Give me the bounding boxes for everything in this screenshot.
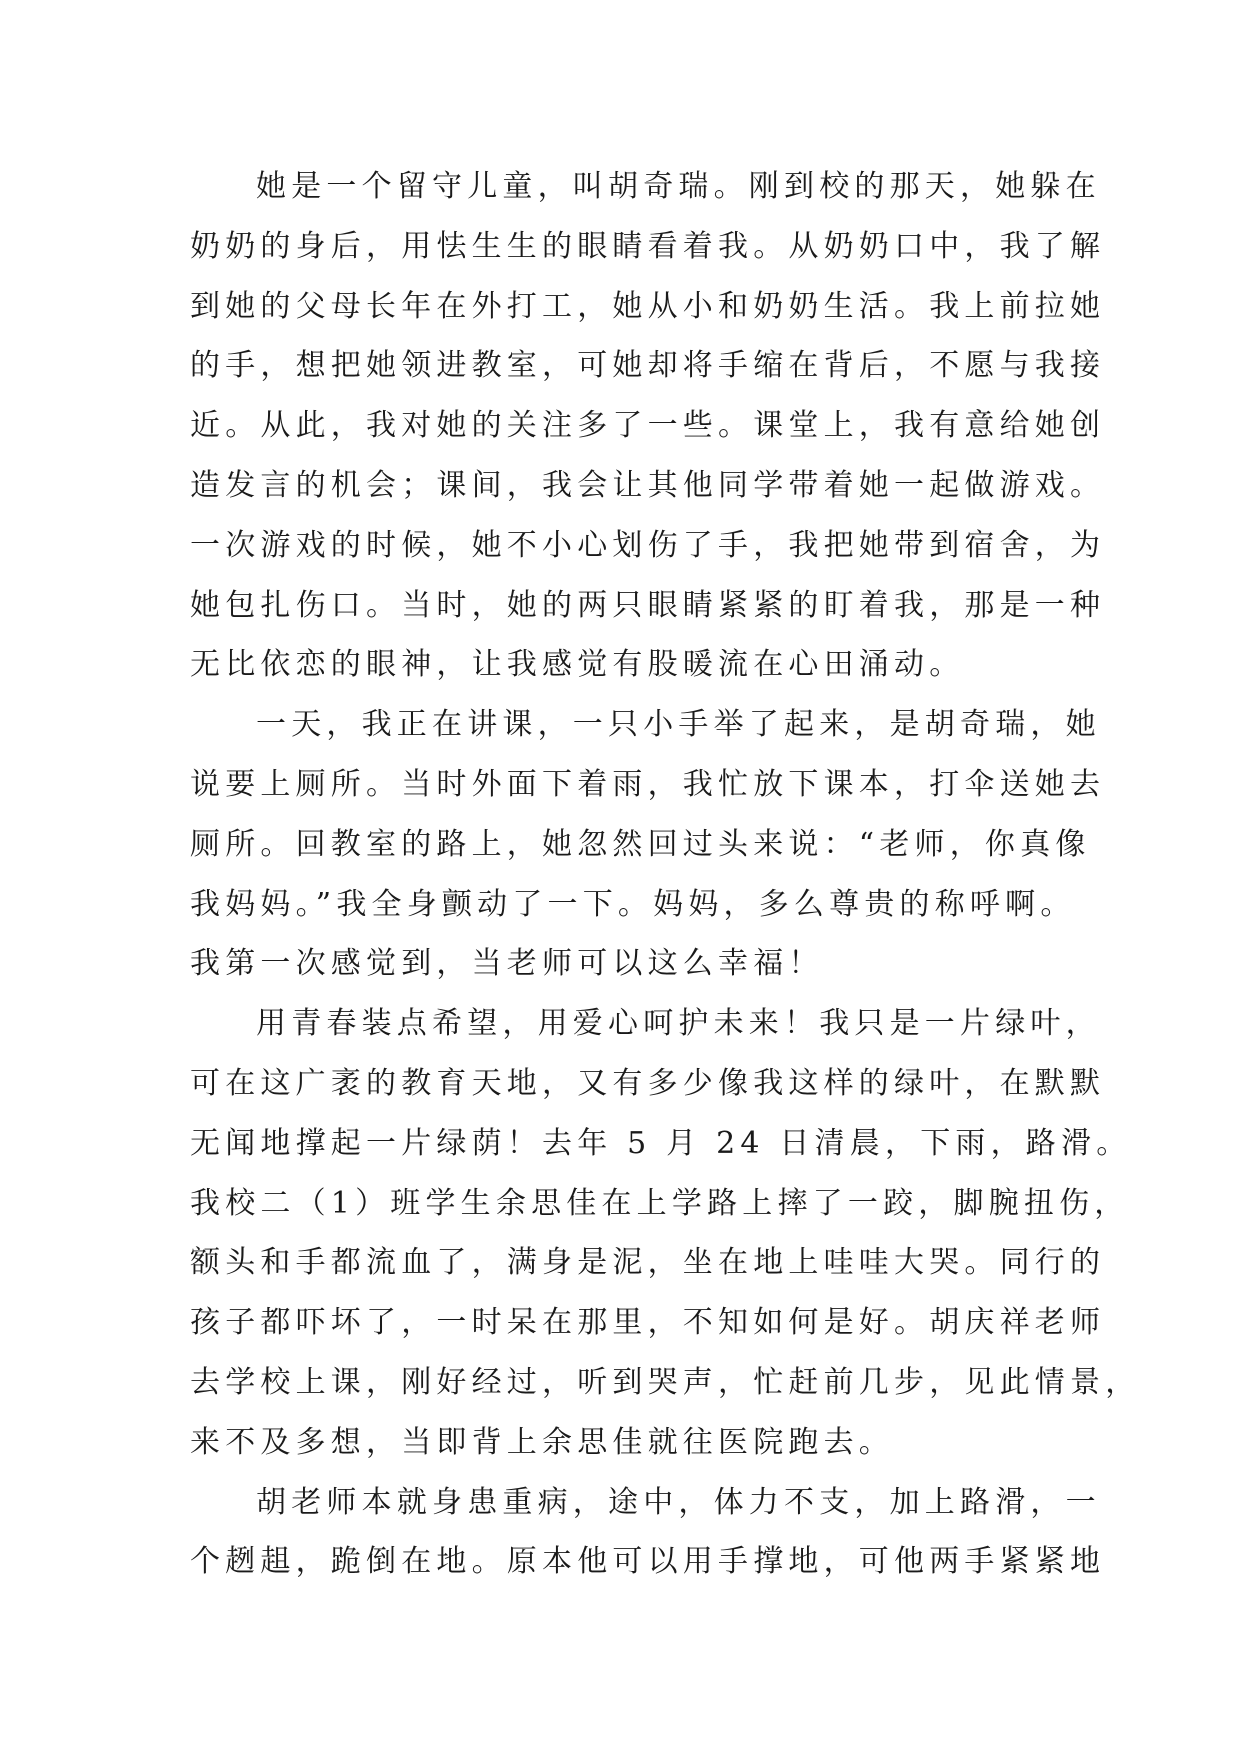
text-line: 说要上厕所。当时外面下着雨，我忙放下课本，打伞送她去	[190, 766, 1106, 802]
body-text	[190, 157, 1141, 1592]
text-line: 到她的父母长年在外打工，她从小和奶奶生活。我上前拉她	[190, 288, 1106, 324]
text-line: 可在这广袤的教育天地，又有多少像我这样的绿叶，在默默	[190, 1065, 1106, 1101]
text-line: 个趔趄，跪倒在地。原本他可以用手撑地，可他两手紧紧地	[190, 1544, 1106, 1580]
paragraph-first-line: 她是一个留守儿童，叫胡奇瑞。刚到校的那天，她躲在	[256, 169, 1101, 204]
text-line: 来不及多想，当即背上余思佳就往医院跑去。	[190, 1424, 894, 1460]
text-line: 的手，想把她领进教室，可她却将手缩在背后，不愿与我接	[190, 348, 1106, 384]
paragraph-first-line: 一天，我正在讲课，一只小手举了起来，是胡奇瑞，她	[256, 707, 1101, 743]
text-line: 无闻地撑起一片绿荫！去年 5 月 24 日清晨，下雨，路滑。	[190, 1125, 1132, 1161]
text-line: 厕所。回教室的路上，她忽然回过头来说：“老师，你真像	[190, 826, 1091, 862]
text-line: 额头和手都流血了，满身是泥，坐在地上哇哇大哭。同行的	[190, 1245, 1106, 1281]
text-line: 我第一次感觉到，当老师可以这么幸福！	[190, 946, 824, 982]
paragraph-first-line: 胡老师本就身患重病，途中，体力不支，加上路滑，一	[256, 1484, 1101, 1520]
text-line: 无比依恋的眼神，让我感觉有股暖流在心田涌动。	[190, 647, 965, 683]
text-line: 她包扎伤口。当时，她的两只眼睛紧紧的盯着我，那是一种	[190, 587, 1106, 623]
paragraph-first-line: 用青春装点希望，用爱心呵护未来！我只是一片绿叶，	[256, 1006, 1101, 1042]
text-line: 造发言的机会；课间，我会让其他同学带着她一起做游戏。	[190, 467, 1106, 503]
text-line: 一次游戏的时候，她不小心划伤了手，我把她带到宿舍，为	[190, 527, 1106, 563]
text-line: 近。从此，我对她的关注多了一些。课堂上，我有意给她创	[190, 408, 1106, 444]
text-line: 奶奶的身后，用怯生生的眼睛看着我。从奶奶口中，我了解	[190, 228, 1106, 264]
text-line: 去学校上课，刚好经过，听到哭声，忙赶前几步，见此情景，	[190, 1364, 1141, 1400]
text-line: 我妈妈。”我全身颤动了一下。妈妈，多么尊贵的称呼啊。	[190, 886, 1076, 922]
text-line: 孩子都吓坏了，一时呆在那里，不知如何是好。胡庆祥老师	[190, 1305, 1106, 1341]
text-line: 我校二（1）班学生余思佳在上学路上摔了一跤，脚腕扭伤，	[190, 1185, 1130, 1221]
